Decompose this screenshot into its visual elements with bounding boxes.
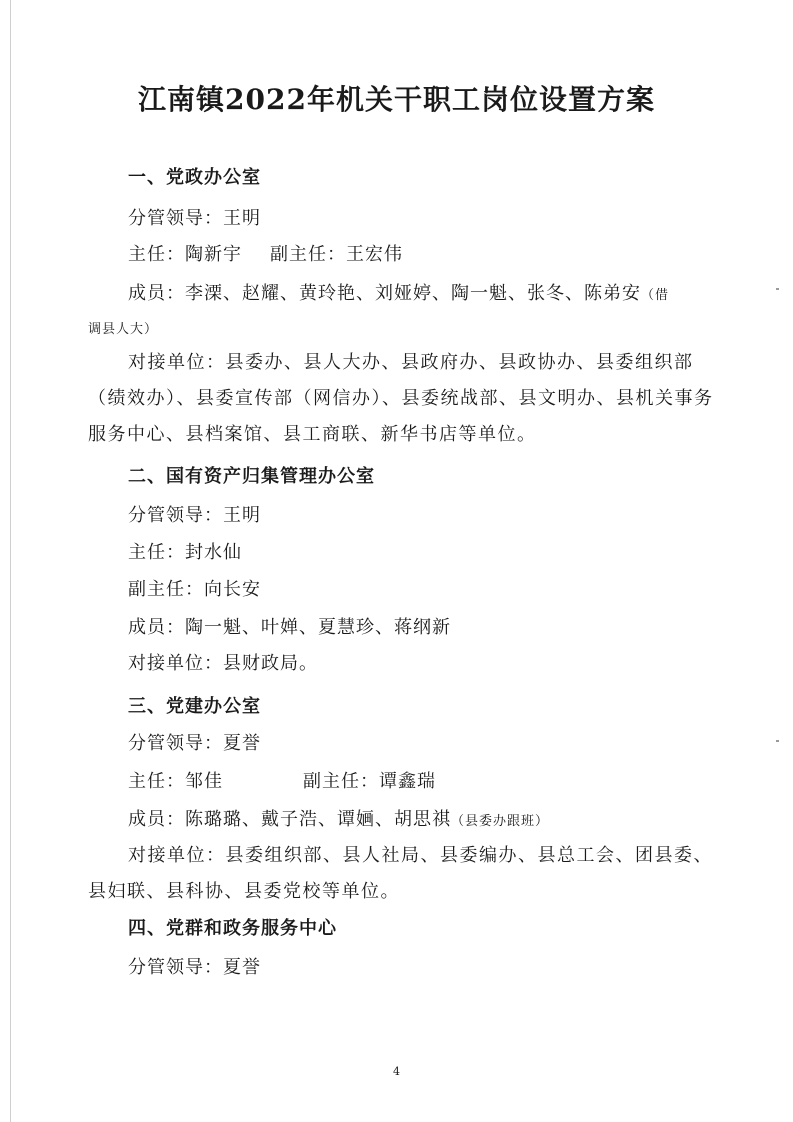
- section-3-liaison: 对接单位：县委组织部、县人社局、县委编办、县总工会、团县委、县妇联、县科协、县委党校等单位。: [88, 845, 713, 902]
- section-1-director: 主任：陶新宇: [128, 244, 242, 265]
- scan-speck: [776, 288, 779, 290]
- section-1-staff: [128, 240, 403, 266]
- section-3-staff: [128, 767, 436, 793]
- section-1-deputy: 副主任：王宏伟: [270, 244, 403, 265]
- section-2-liaison: 对接单位：县财政局。: [128, 653, 318, 674]
- section-1-members-line: [128, 279, 669, 305]
- section-1-members-note: （借: [641, 288, 670, 303]
- scan-edge-line: [10, 0, 11, 1122]
- section-1-members-note-cont: 调县人大）: [88, 322, 159, 337]
- section-2-leader: 分管领导：王明: [128, 505, 261, 526]
- section-1-members: 成员：李溧、赵耀、黄玲艳、刘娅婷、陶一魁、张冬、陈弟安: [128, 283, 641, 304]
- section-2-members: 成员：陶一魁、叶婵、夏慧珍、蒋纲新: [128, 617, 451, 638]
- section-3-deputy: 副主任：谭鑫瑞: [303, 771, 436, 792]
- scan-speck: [776, 740, 779, 742]
- section-2-deputy: 副主任：向长安: [128, 579, 261, 600]
- section-4-leader: 分管领导：夏誉: [128, 957, 261, 978]
- section-3-members-note: （县委办跟班）: [451, 814, 550, 829]
- section-1-heading: 一、党政办公室: [128, 167, 261, 188]
- section-1-liaison: 对接单位：县委办、县人大办、县政府办、县政协办、县委组织部（绩效办）、县委宣传部（网信办）、县委统战部、县文明办、县机关事务服务中心、县档案馆、县工商联、新华书店等单位。: [88, 352, 714, 445]
- section-4-heading: 四、党群和政务服务中心: [128, 918, 337, 939]
- section-2-heading: 二、国有资产归集管理办公室: [128, 466, 375, 487]
- section-3-leader: 分管领导：夏誉: [128, 733, 261, 754]
- section-3-heading: 三、党建办公室: [128, 696, 261, 717]
- section-1-leader: 分管领导：王明: [128, 208, 261, 229]
- section-3-director: 主任：邹佳: [128, 771, 223, 792]
- document-title: 江南镇2022年机关干职工岗位设置方案: [138, 83, 655, 116]
- section-2-director: 主任：封水仙: [128, 542, 242, 563]
- section-3-members: 成员：陈璐璐、戴子浩、谭婳、胡思祺: [128, 809, 451, 830]
- section-3-members-line: [128, 805, 549, 831]
- page-number: 4: [393, 1065, 400, 1078]
